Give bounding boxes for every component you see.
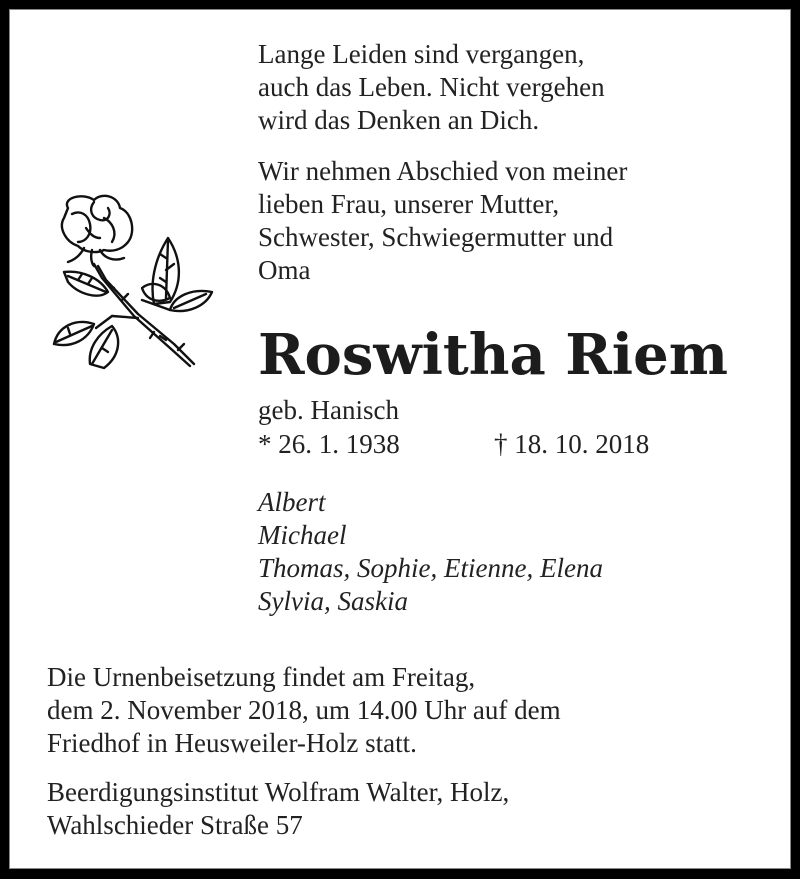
mourner-line: Sylvia, Saskia	[258, 586, 408, 616]
birth-date: * 26. 1. 1938	[258, 429, 400, 459]
intro-line: Schwester, Schwiegermutter und	[258, 222, 614, 252]
poem-line: Lange Leiden sind vergangen,	[258, 39, 585, 69]
intro-line: Wir nehmen Abschied von meiner	[258, 156, 628, 186]
obituary-card	[9, 9, 791, 869]
life-dates	[258, 428, 758, 461]
intro-line: Oma	[258, 255, 311, 285]
burial-line: dem 2. November 2018, um 14.00 Uhr auf dem	[47, 695, 561, 725]
mourners-list	[258, 486, 603, 618]
mourner-line: Thomas, Sophie, Etienne, Elena	[258, 553, 603, 583]
deceased-name: Roswitha Riem	[258, 322, 728, 388]
death-date: † 18. 10. 2018	[494, 429, 650, 459]
farewell-intro	[258, 155, 627, 287]
undertaker-info	[47, 776, 509, 842]
intro-line: lieben Frau, unserer Mutter,	[258, 189, 560, 219]
poem-line: auch das Leben. Nicht vergehen	[258, 72, 605, 102]
undertaker-line: Beerdigungsinstitut Wolfram Walter, Holz,	[47, 777, 510, 807]
mourner-line: Albert	[258, 487, 326, 517]
rose-icon	[42, 188, 222, 388]
burial-line: Friedhof in Heusweiler-Holz statt.	[47, 728, 417, 758]
mourner-line: Michael	[258, 520, 347, 550]
poem-line: wird das Denken an Dich.	[258, 105, 540, 135]
undertaker-line: Wahlschieder Straße 57	[47, 810, 303, 840]
burial-line: Die Urnenbeisetzung findet am Freitag,	[47, 662, 476, 692]
poem	[258, 38, 605, 137]
birth-name: geb. Hanisch	[258, 395, 399, 425]
burial-notice	[47, 661, 561, 760]
